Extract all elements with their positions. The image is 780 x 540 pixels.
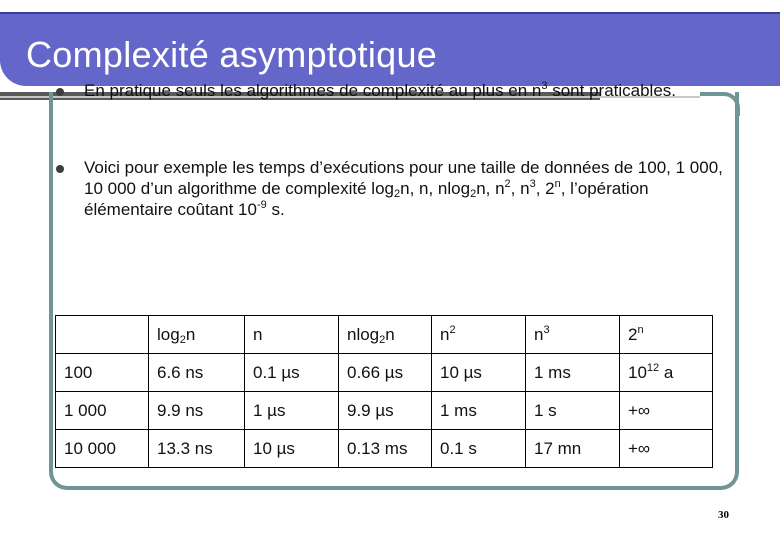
complexity-table [55,315,713,468]
table-cell: 0.66 µs [339,354,432,392]
banner-edge [0,12,780,14]
table-header-cell: 2$^n$ [620,316,713,354]
table-cell: 9.9 ns [149,392,245,430]
table-header-cell: n [245,316,339,354]
table-cell: 1 000 [56,392,149,430]
table-cell: 0.13 ms [339,430,432,468]
table-header-cell: nlog$_2$n [339,316,432,354]
page-number: 30 [718,509,729,521]
slide-title: Complexité asymptotique [26,34,438,75]
table-cell: 10 µs [432,354,526,392]
table-header-cell: $\log_2n$ [149,316,245,354]
table-header-row [56,316,713,354]
table-cell: 1 ms [432,392,526,430]
table-cell: 0.1 s [432,430,526,468]
table-row [56,354,713,392]
table-cell: 17 mn [526,430,620,468]
table-cell: 1 s [526,392,620,430]
table-cell: 1 µs [245,392,339,430]
table-header-cell: $n^3$ [526,316,620,354]
table-cell: 10 000 [56,430,149,468]
table-cell: 6.6 ns [149,354,245,392]
bullet-text-1: En pratique seuls les algorithmes de complexité au plus en $n^3$ sont praticables. [84,80,677,100]
table-header-cell: $n^2$ [432,316,526,354]
table-header-cell [56,316,149,354]
table-cell: 0.1 µs [245,354,339,392]
table-cell: 13.3 ns [149,430,245,468]
table-cell: $10^{12}$ a [620,354,713,392]
table-cell: 1 ms [526,354,620,392]
bullet-dot-icon [56,88,64,96]
table-cell: 9.9 µs [339,392,432,430]
table-row [56,392,713,430]
table-row [56,430,713,468]
table-cell: +∞ [620,392,713,430]
bullet-text-2: Voici pour exemple les temps d’exécutions pour une taille de données de 100, 1 000, 10 000 d’un algorithme de complexité $\log_2n$, n, nlog$_2$n, $n^2$, $n^3$, 2$^n$, l’opération élémentaire coûtant $10^{-9}$ s. [84,158,723,219]
table-cell: 10 µs [245,430,339,468]
table-cell: +∞ [620,430,713,468]
table-cell: 100 [56,354,149,392]
bullet-dot-icon [56,165,64,173]
